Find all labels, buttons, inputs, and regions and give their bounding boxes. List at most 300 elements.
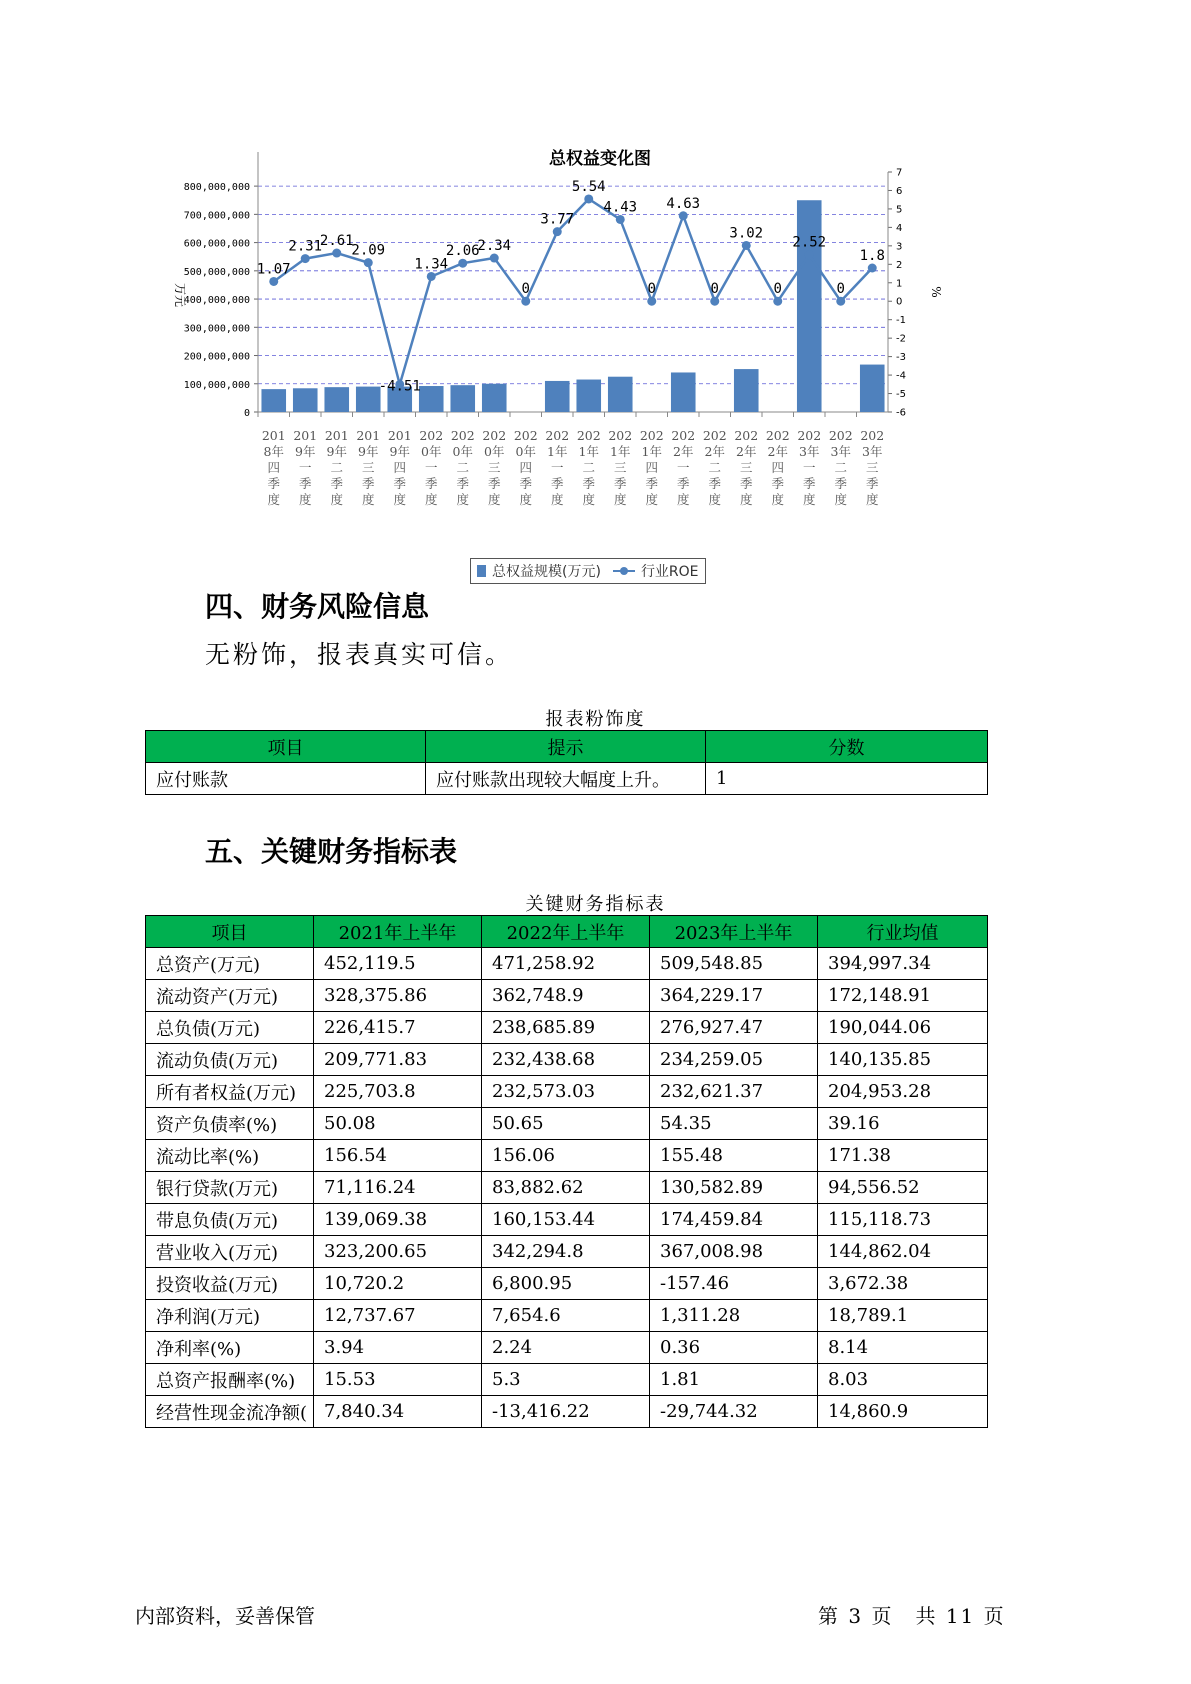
y-right-axis-title: % — [929, 286, 943, 298]
y-right-tick-label: 5 — [896, 204, 903, 216]
bar-mark — [608, 377, 633, 412]
roe-data-label: 4.43 — [603, 199, 638, 216]
x-tick-label: 二 — [330, 460, 344, 475]
kpi-cell: 流动比率(%) — [146, 1140, 314, 1172]
table-row — [146, 1396, 988, 1428]
x-tick-label: 季 — [330, 476, 344, 491]
equity-chart — [160, 130, 1040, 600]
table-row — [146, 1140, 988, 1172]
roe-point — [679, 211, 688, 220]
y-right-tick-label: -1 — [896, 315, 906, 327]
table-row — [146, 1172, 988, 1204]
x-tick-label: 0年 — [452, 444, 473, 459]
x-tick-label: 202 — [545, 428, 570, 443]
roe-point — [647, 297, 656, 306]
kpi-cell: 367,008.98 — [650, 1236, 818, 1268]
x-tick-label: 季 — [708, 476, 722, 491]
x-tick-label: 202 — [671, 428, 696, 443]
kpi-cell: 471,258.92 — [482, 948, 650, 980]
kpi-cell: 10,720.2 — [314, 1268, 482, 1300]
x-tick-label: 三 — [613, 460, 627, 475]
x-tick-label: 季 — [550, 476, 564, 491]
kpi-header-cell: 行业均值 — [818, 916, 988, 948]
roe-data-label: 1.34 — [414, 256, 449, 273]
roe-point — [836, 297, 845, 306]
roe-data-label: 5.54 — [571, 178, 606, 195]
bar-mark — [734, 369, 759, 412]
kpi-cell: 0.36 — [650, 1332, 818, 1364]
x-tick-label: 度 — [330, 492, 344, 507]
kpi-cell: 带息负债(万元) — [146, 1204, 314, 1236]
x-tick-label: 202 — [828, 428, 853, 443]
table-row — [146, 948, 988, 980]
roe-data-label: 4.63 — [666, 195, 701, 212]
kpi-cell: 209,771.83 — [314, 1044, 482, 1076]
bar-mark — [797, 200, 822, 412]
roe-point — [616, 215, 625, 224]
kpi-header-cell: 2021年上半年 — [314, 916, 482, 948]
kpi-cell: 232,438.68 — [482, 1044, 650, 1076]
x-tick-label: 9年 — [326, 444, 347, 459]
kpi-cell: 234,259.05 — [650, 1044, 818, 1076]
x-tick-label: 三 — [865, 460, 879, 475]
roe-data-label: 0 — [773, 281, 782, 298]
x-tick-label: 202 — [639, 428, 664, 443]
x-tick-label: 度 — [834, 492, 848, 507]
page-prefix: 第 — [818, 1604, 840, 1628]
y-left-tick-label: 400,000,000 — [183, 295, 250, 307]
x-tick-label: 201 — [324, 428, 349, 443]
table-row — [146, 1108, 988, 1140]
y-right-tick-label: -5 — [896, 389, 906, 401]
roe-point — [553, 227, 562, 236]
risk-header-cell: 项目 — [146, 731, 426, 763]
kpi-cell: -13,416.22 — [482, 1396, 650, 1428]
x-tick-label: 202 — [797, 428, 822, 443]
roe-point — [868, 264, 877, 273]
roe-point — [427, 272, 436, 281]
kpi-cell: 1,311.28 — [650, 1300, 818, 1332]
x-tick-label: 度 — [708, 492, 722, 507]
kpi-cell: 所有者权益(万元) — [146, 1076, 314, 1108]
x-tick-label: 0年 — [484, 444, 505, 459]
x-tick-label: 季 — [424, 476, 438, 491]
kpi-cell: 6,800.95 — [482, 1268, 650, 1300]
x-tick-label: 二 — [456, 460, 470, 475]
kpi-cell: 232,573.03 — [482, 1076, 650, 1108]
x-tick-label: 季 — [739, 476, 753, 491]
y-right-tick-label: -3 — [896, 352, 906, 364]
bar-mark — [450, 385, 475, 412]
x-tick-label: 1年 — [578, 444, 599, 459]
x-tick-label: 2年 — [736, 444, 757, 459]
kpi-cell: 14,860.9 — [818, 1396, 988, 1428]
roe-point — [805, 250, 814, 259]
roe-data-label: 2.09 — [351, 242, 386, 259]
x-tick-label: 0年 — [421, 444, 442, 459]
kpi-cell: 232,621.37 — [650, 1076, 818, 1108]
roe-data-label: 0 — [836, 281, 845, 298]
kpi-cell: 364,229.17 — [650, 980, 818, 1012]
roe-point — [458, 259, 467, 268]
bar-mark — [419, 386, 444, 412]
kpi-cell: 156.06 — [482, 1140, 650, 1172]
risk-table-caption: 报表粉饰度 — [545, 709, 646, 730]
x-tick-label: 季 — [298, 476, 312, 491]
x-tick-label: 二 — [582, 460, 596, 475]
kpi-cell: 7,654.6 — [482, 1300, 650, 1332]
risk-cell: 应付账款 — [146, 763, 426, 795]
x-tick-label: 三 — [361, 460, 375, 475]
roe-data-label: 2.06 — [445, 243, 480, 260]
risk-table-header — [146, 731, 988, 763]
x-tick-label: 季 — [456, 476, 470, 491]
x-tick-label: 201 — [356, 428, 381, 443]
x-tick-label: 3年 — [830, 444, 851, 459]
kpi-cell: 160,153.44 — [482, 1204, 650, 1236]
x-tick-label: 2年 — [767, 444, 788, 459]
kpi-cell: 50.08 — [314, 1108, 482, 1140]
y-left-tick-label: 300,000,000 — [183, 323, 250, 335]
kpi-cell: 130,582.89 — [650, 1172, 818, 1204]
x-tick-label: 3年 — [799, 444, 820, 459]
x-tick-label: 度 — [739, 492, 753, 507]
x-tick-label: 202 — [734, 428, 759, 443]
risk-table — [145, 730, 988, 795]
chart-legend — [470, 558, 706, 584]
bar-mark — [324, 387, 349, 412]
kpi-cell: 204,953.28 — [818, 1076, 988, 1108]
risk-header-cell: 分数 — [706, 731, 988, 763]
kpi-cell: 流动资产(万元) — [146, 980, 314, 1012]
x-tick-label: 度 — [298, 492, 312, 507]
bar-mark — [356, 387, 381, 412]
section4-text: 无粉饰，报表真实可信。 — [205, 640, 514, 669]
x-tick-label: 202 — [513, 428, 538, 443]
roe-data-label: 0 — [710, 281, 719, 298]
x-tick-label: 202 — [576, 428, 601, 443]
kpi-cell: 140,135.85 — [818, 1044, 988, 1076]
x-tick-label: 2年 — [704, 444, 725, 459]
kpi-cell: 3.94 — [314, 1332, 482, 1364]
x-tick-label: 202 — [702, 428, 727, 443]
x-tick-label: 一 — [802, 460, 816, 475]
roe-point — [269, 277, 278, 286]
kpi-cell: 54.35 — [650, 1108, 818, 1140]
x-tick-label: 201 — [293, 428, 318, 443]
x-tick-label: 季 — [676, 476, 690, 491]
x-tick-label: 季 — [361, 476, 375, 491]
y-left-tick-label: 500,000,000 — [183, 266, 250, 278]
kpi-cell: 144,862.04 — [818, 1236, 988, 1268]
x-tick-label: 202 — [860, 428, 885, 443]
legend-bar-swatch — [477, 565, 486, 577]
x-tick-label: 度 — [456, 492, 470, 507]
x-tick-label: 202 — [419, 428, 444, 443]
page-suffix: 页 — [983, 1604, 1006, 1628]
x-tick-label: 201 — [387, 428, 412, 443]
x-tick-label: 季 — [393, 476, 407, 491]
x-tick-label: 季 — [645, 476, 659, 491]
kpi-cell: 营业收入(万元) — [146, 1236, 314, 1268]
kpi-cell: 39.16 — [818, 1108, 988, 1140]
kpi-cell: 225,703.8 — [314, 1076, 482, 1108]
page-total: 11 — [945, 1604, 976, 1628]
kpi-cell: 362,748.9 — [482, 980, 650, 1012]
roe-data-label: 0 — [521, 281, 530, 298]
bar-mark — [671, 372, 696, 412]
x-tick-label: 0年 — [515, 444, 536, 459]
footer-pagination — [818, 1600, 1006, 1629]
roe-data-label: 2.31 — [288, 238, 323, 255]
x-tick-label: 季 — [519, 476, 533, 491]
kpi-cell: 172,148.91 — [818, 980, 988, 1012]
kpi-cell: 190,044.06 — [818, 1012, 988, 1044]
kpi-cell: 328,375.86 — [314, 980, 482, 1012]
y-right-tick-label: -2 — [896, 333, 906, 345]
chart-title: 总权益变化图 — [549, 149, 651, 169]
y-left-tick-label: 700,000,000 — [183, 210, 250, 222]
x-tick-label: 度 — [424, 492, 438, 507]
roe-point — [710, 297, 719, 306]
roe-data-label: 3.02 — [729, 225, 764, 242]
roe-data-label: 3.77 — [540, 211, 575, 228]
kpi-cell: 1.81 — [650, 1364, 818, 1396]
x-tick-label: 度 — [550, 492, 564, 507]
section5-title: 五、关键财务指标表 — [205, 835, 458, 868]
x-tick-label: 度 — [865, 492, 879, 507]
page-mid: 页 共 — [871, 1604, 938, 1628]
y-left-tick-label: 200,000,000 — [183, 351, 250, 363]
x-tick-label: 1年 — [641, 444, 662, 459]
kpi-cell: 171.38 — [818, 1140, 988, 1172]
roe-data-label: 1.07 — [256, 261, 291, 278]
x-tick-label: 四 — [393, 460, 407, 475]
x-tick-label: 季 — [487, 476, 501, 491]
x-tick-label: 季 — [802, 476, 816, 491]
x-tick-label: 季 — [865, 476, 879, 491]
x-tick-label: 度 — [361, 492, 375, 507]
y-right-tick-label: 2 — [896, 259, 903, 271]
kpi-header-cell: 2023年上半年 — [650, 916, 818, 948]
x-tick-label: 202 — [765, 428, 790, 443]
kpi-cell: 226,415.7 — [314, 1012, 482, 1044]
y-left-tick-label: 800,000,000 — [183, 182, 250, 194]
table-row — [146, 1332, 988, 1364]
y-right-tick-label: 7 — [896, 167, 903, 179]
kpi-cell: 总资产(万元) — [146, 948, 314, 980]
footer-confidential: 内部资料，妥善保管 — [135, 1604, 315, 1628]
x-tick-label: 四 — [519, 460, 533, 475]
kpi-cell: 经营性现金流净额( — [146, 1396, 314, 1428]
kpi-cell: -157.46 — [650, 1268, 818, 1300]
kpi-cell: 394,997.34 — [818, 948, 988, 980]
table-row — [146, 1300, 988, 1332]
legend-line-label: 行业ROE — [640, 564, 699, 580]
x-tick-label: 202 — [482, 428, 507, 443]
x-tick-label: 202 — [608, 428, 633, 443]
x-tick-label: 四 — [771, 460, 785, 475]
x-tick-label: 度 — [267, 492, 281, 507]
x-tick-label: 季 — [267, 476, 281, 491]
kpi-cell: 15.53 — [314, 1364, 482, 1396]
kpi-cell: 83,882.62 — [482, 1172, 650, 1204]
y-right-tick-label: 1 — [896, 278, 903, 290]
y-left-axis-title: 万元 — [173, 282, 187, 308]
x-tick-label: 一 — [424, 460, 438, 475]
y-left-tick-label: 100,000,000 — [183, 379, 250, 391]
kpi-cell: 50.65 — [482, 1108, 650, 1140]
kpi-cell: 509,548.85 — [650, 948, 818, 980]
roe-point — [773, 297, 782, 306]
legend-bar-label: 总权益规模(万元) — [492, 564, 601, 580]
roe-data-label: 2.34 — [477, 238, 512, 255]
roe-point — [332, 249, 341, 258]
x-tick-label: 9年 — [295, 444, 316, 459]
x-tick-label: 季 — [771, 476, 785, 491]
kpi-cell: 155.48 — [650, 1140, 818, 1172]
x-tick-label: 三 — [487, 460, 501, 475]
x-tick-label: 度 — [582, 492, 596, 507]
roe-data-label: 2.61 — [319, 233, 354, 250]
y-right-tick-label: 3 — [896, 241, 903, 253]
roe-point — [301, 254, 310, 263]
kpi-cell: 投资收益(万元) — [146, 1268, 314, 1300]
kpi-cell: 342,294.8 — [482, 1236, 650, 1268]
x-tick-label: 度 — [487, 492, 501, 507]
x-tick-label: 季 — [834, 476, 848, 491]
x-tick-label: 2年 — [673, 444, 694, 459]
kpi-table — [145, 915, 988, 1428]
kpi-cell: 71,116.24 — [314, 1172, 482, 1204]
kpi-cell: 139,069.38 — [314, 1204, 482, 1236]
chart-canvas — [160, 130, 1040, 600]
roe-point — [584, 194, 593, 203]
table-row — [146, 1076, 988, 1108]
kpi-cell: 总负债(万元) — [146, 1012, 314, 1044]
x-tick-label: 9年 — [358, 444, 379, 459]
legend-line-swatch — [613, 570, 635, 572]
kpi-cell: 452,119.5 — [314, 948, 482, 980]
roe-point — [521, 297, 530, 306]
x-tick-label: 二 — [834, 460, 848, 475]
kpi-cell: 238,685.89 — [482, 1012, 650, 1044]
kpi-cell: 7,840.34 — [314, 1396, 482, 1428]
kpi-cell: 156.54 — [314, 1140, 482, 1172]
kpi-cell: 银行贷款(万元) — [146, 1172, 314, 1204]
kpi-cell: 5.3 — [482, 1364, 650, 1396]
bar-mark — [293, 388, 318, 412]
x-tick-label: 四 — [267, 460, 281, 475]
x-tick-label: 一 — [298, 460, 312, 475]
y-right-tick-label: -6 — [896, 407, 906, 419]
x-tick-label: 度 — [676, 492, 690, 507]
x-tick-label: 202 — [450, 428, 475, 443]
page-number: 3 — [848, 1604, 864, 1628]
bar-mark — [261, 389, 286, 412]
x-tick-label: 度 — [519, 492, 533, 507]
table-row — [146, 1364, 988, 1396]
y-right-tick-label: 0 — [896, 296, 903, 308]
x-tick-label: 度 — [645, 492, 659, 507]
bar-mark — [482, 384, 507, 412]
x-tick-label: 8年 — [263, 444, 284, 459]
y-left-tick-label: 0 — [243, 408, 250, 419]
roe-point — [490, 254, 499, 263]
x-tick-label: 四 — [645, 460, 659, 475]
roe-data-label: 0 — [647, 281, 656, 298]
risk-cell: 1 — [706, 763, 988, 795]
kpi-header-cell: 项目 — [146, 916, 314, 948]
kpi-cell: 净利润(万元) — [146, 1300, 314, 1332]
kpi-cell: 12,737.67 — [314, 1300, 482, 1332]
y-right-tick-label: -4 — [896, 370, 906, 382]
x-tick-label: 9年 — [389, 444, 410, 459]
roe-data-label: -4.51 — [378, 378, 421, 395]
table-row — [146, 1204, 988, 1236]
table-row — [146, 980, 988, 1012]
table-row — [146, 1012, 988, 1044]
y-right-tick-label: 6 — [896, 185, 903, 197]
x-tick-label: 度 — [393, 492, 407, 507]
kpi-cell: 323,200.65 — [314, 1236, 482, 1268]
table-row — [146, 1044, 988, 1076]
kpi-table-caption: 关键财务指标表 — [525, 894, 666, 915]
risk-cell: 应付账款出现较大幅度上升。 — [426, 763, 706, 795]
x-tick-label: 度 — [802, 492, 816, 507]
x-tick-label: 二 — [708, 460, 722, 475]
bar-mark — [860, 365, 885, 412]
kpi-cell: -29,744.32 — [650, 1396, 818, 1428]
x-tick-label: 一 — [676, 460, 690, 475]
x-tick-label: 季 — [613, 476, 627, 491]
kpi-cell: 总资产报酬率(%) — [146, 1364, 314, 1396]
x-tick-label: 1年 — [610, 444, 631, 459]
kpi-cell: 18,789.1 — [818, 1300, 988, 1332]
roe-data-label: 2.52 — [792, 234, 827, 251]
kpi-cell: 净利率(%) — [146, 1332, 314, 1364]
table-row — [146, 1268, 988, 1300]
table-row — [146, 763, 988, 795]
y-left-tick-label: 600,000,000 — [183, 238, 250, 250]
x-tick-label: 1年 — [547, 444, 568, 459]
kpi-cell: 8.03 — [818, 1364, 988, 1396]
bar-mark — [576, 380, 601, 412]
roe-data-label: 1.8 — [859, 248, 885, 264]
bar-mark — [545, 381, 570, 412]
kpi-table-header — [146, 916, 988, 948]
table-row — [146, 1236, 988, 1268]
roe-point — [742, 241, 751, 250]
kpi-cell: 3,672.38 — [818, 1268, 988, 1300]
kpi-cell: 2.24 — [482, 1332, 650, 1364]
kpi-cell: 流动负债(万元) — [146, 1044, 314, 1076]
x-tick-label: 3年 — [862, 444, 883, 459]
kpi-cell: 8.14 — [818, 1332, 988, 1364]
x-tick-label: 季 — [582, 476, 596, 491]
y-right-tick-label: 4 — [896, 222, 903, 234]
kpi-header-cell: 2022年上半年 — [482, 916, 650, 948]
x-tick-label: 度 — [613, 492, 627, 507]
risk-header-cell: 提示 — [426, 731, 706, 763]
section4-title: 四、财务风险信息 — [205, 590, 430, 623]
kpi-cell: 115,118.73 — [818, 1204, 988, 1236]
kpi-cell: 94,556.52 — [818, 1172, 988, 1204]
x-tick-label: 201 — [261, 428, 286, 443]
kpi-cell: 174,459.84 — [650, 1204, 818, 1236]
x-tick-label: 一 — [550, 460, 564, 475]
x-tick-label: 三 — [739, 460, 753, 475]
